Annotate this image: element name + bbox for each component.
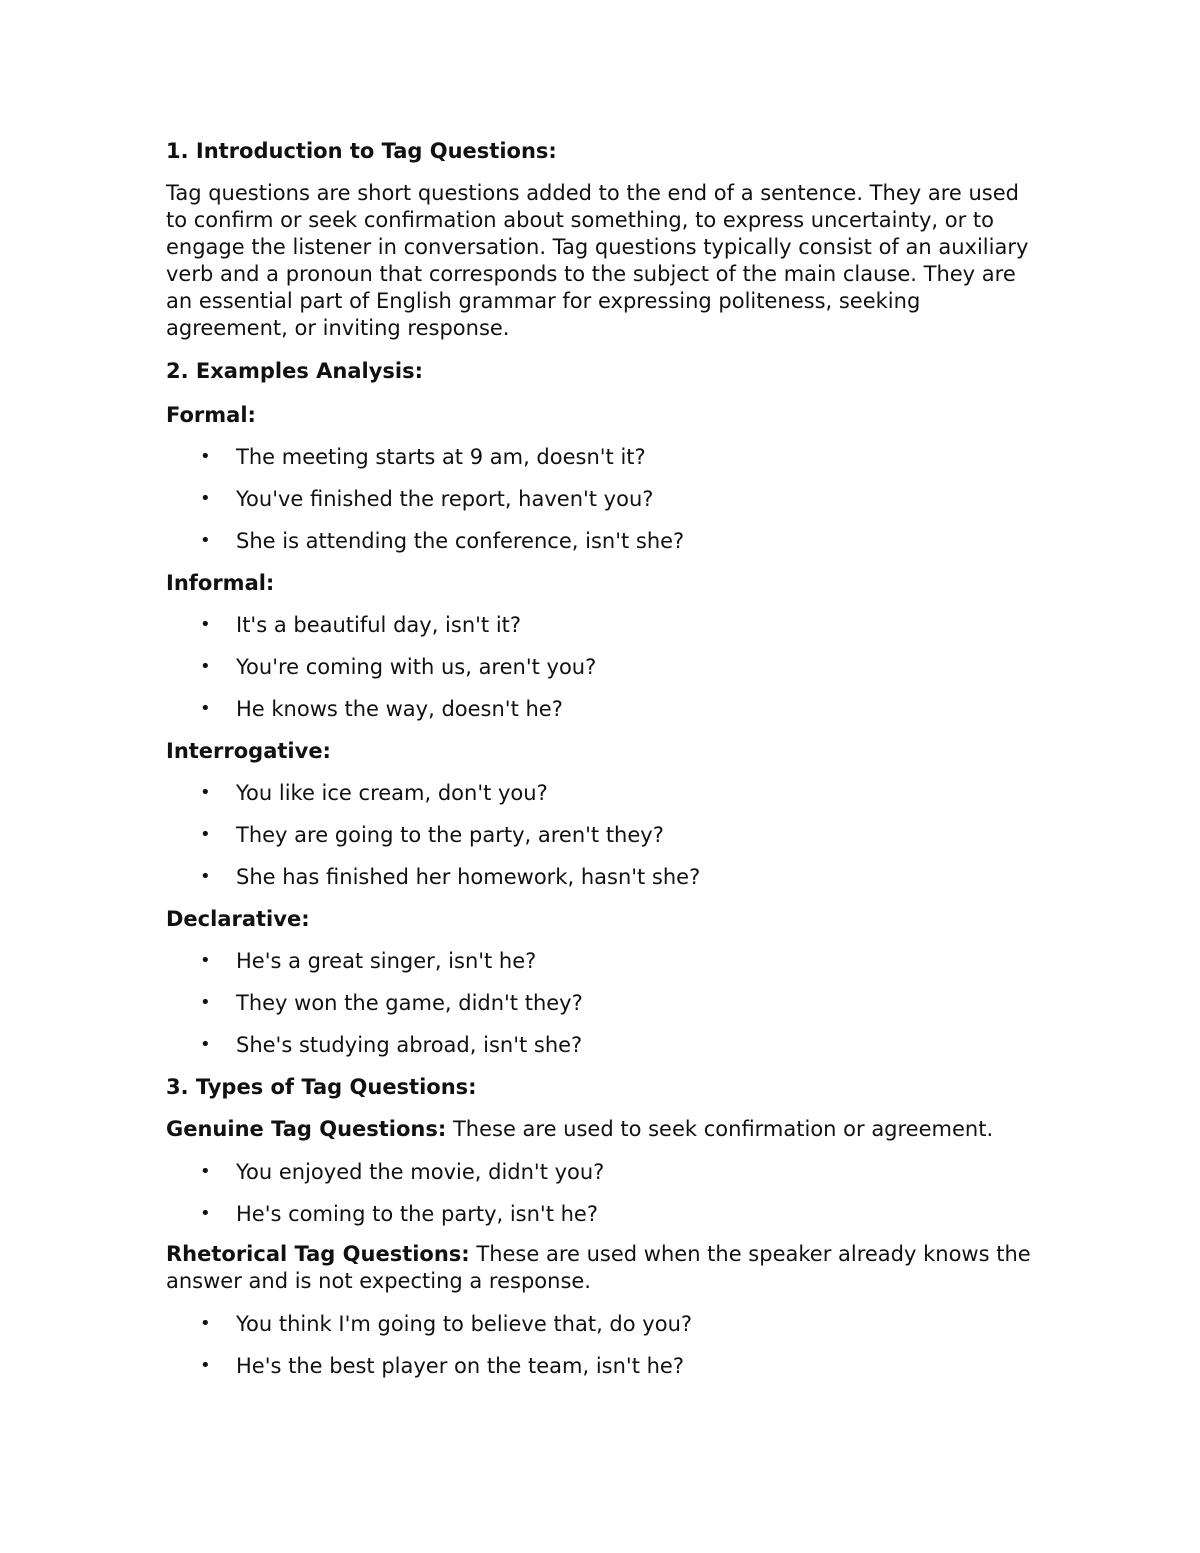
- section-1-heading: 1. Introduction to Tag Questions:: [166, 139, 557, 163]
- list-item: • You enjoyed the movie, didn't you?: [166, 1157, 1046, 1187]
- section-1-paragraph: Tag questions are short questions added to the end of a sentence. They are used to confirm or seek confirmation about something, to express uncertainty, or to engage the listener in conversation. Tag questions typically consist of an auxiliary verb and a pronoun that corresponds to the subject of the main clause. They are an essential part of English grammar for expressing politeness, seeking agreement, or inviting response.: [166, 181, 1029, 340]
- genuine-list: [166, 1157, 1046, 1229]
- list-item: • It's a beautiful day, isn't it?: [166, 610, 1046, 640]
- declarative-list: [166, 946, 1046, 1060]
- rhetorical-list: [166, 1309, 1046, 1381]
- rhetorical-description: These are used when the speaker already knows the answer and is not expecting a response.: [166, 1242, 1031, 1293]
- list-item: • He's coming to the party, isn't he?: [166, 1199, 1046, 1229]
- bullet-icon: •: [200, 950, 211, 971]
- bullet-icon: •: [200, 866, 211, 887]
- informal-label: Informal:: [166, 571, 275, 595]
- bullet-icon: •: [200, 614, 211, 635]
- genuine-description: These are used to seek confirmation or agreement.: [446, 1117, 994, 1141]
- document-page: [166, 136, 1046, 1393]
- bullet-icon: •: [200, 1034, 211, 1055]
- bullet-icon: •: [200, 488, 211, 509]
- formal-label: Formal:: [166, 403, 256, 427]
- list-item: • He knows the way, doesn't he?: [166, 694, 1046, 724]
- bullet-icon: •: [200, 992, 211, 1013]
- list-item: • She has finished her homework, hasn't she?: [166, 862, 1046, 892]
- bullet-icon: •: [200, 1203, 211, 1224]
- list-item: • She is attending the conference, isn't she?: [166, 526, 1046, 556]
- genuine-paragraph: [166, 1116, 1046, 1143]
- list-item: • You think I'm going to believe that, do you?: [166, 1309, 1046, 1339]
- section-3-heading: 3. Types of Tag Questions:: [166, 1075, 477, 1099]
- list-item: • You're coming with us, aren't you?: [166, 652, 1046, 682]
- list-item: • He's a great singer, isn't he?: [166, 946, 1046, 976]
- bullet-icon: •: [200, 446, 211, 467]
- bullet-icon: •: [200, 1161, 211, 1182]
- bullet-icon: •: [200, 1355, 211, 1376]
- rhetorical-paragraph: [166, 1241, 1046, 1295]
- bullet-icon: •: [200, 698, 211, 719]
- bullet-icon: •: [200, 782, 211, 803]
- list-item: • The meeting starts at 9 am, doesn't it?: [166, 442, 1046, 472]
- formal-list: [166, 442, 1046, 556]
- bullet-icon: •: [200, 824, 211, 845]
- list-item: • She's studying abroad, isn't she?: [166, 1030, 1046, 1060]
- list-item: • He's the best player on the team, isn't he?: [166, 1351, 1046, 1381]
- bullet-icon: •: [200, 530, 211, 551]
- list-item: • They are going to the party, aren't they?: [166, 820, 1046, 850]
- interrogative-list: [166, 778, 1046, 892]
- bullet-icon: •: [200, 656, 211, 677]
- informal-list: [166, 610, 1046, 724]
- bullet-icon: •: [200, 1313, 211, 1334]
- section-2-heading: 2. Examples Analysis:: [166, 359, 423, 383]
- interrogative-label: Interrogative:: [166, 739, 331, 763]
- rhetorical-label: Rhetorical Tag Questions:: [166, 1242, 470, 1266]
- list-item: • They won the game, didn't they?: [166, 988, 1046, 1018]
- declarative-label: Declarative:: [166, 907, 310, 931]
- genuine-label: Genuine Tag Questions:: [166, 1117, 447, 1141]
- list-item: • You've finished the report, haven't you?: [166, 484, 1046, 514]
- list-item: • You like ice cream, don't you?: [166, 778, 1046, 808]
